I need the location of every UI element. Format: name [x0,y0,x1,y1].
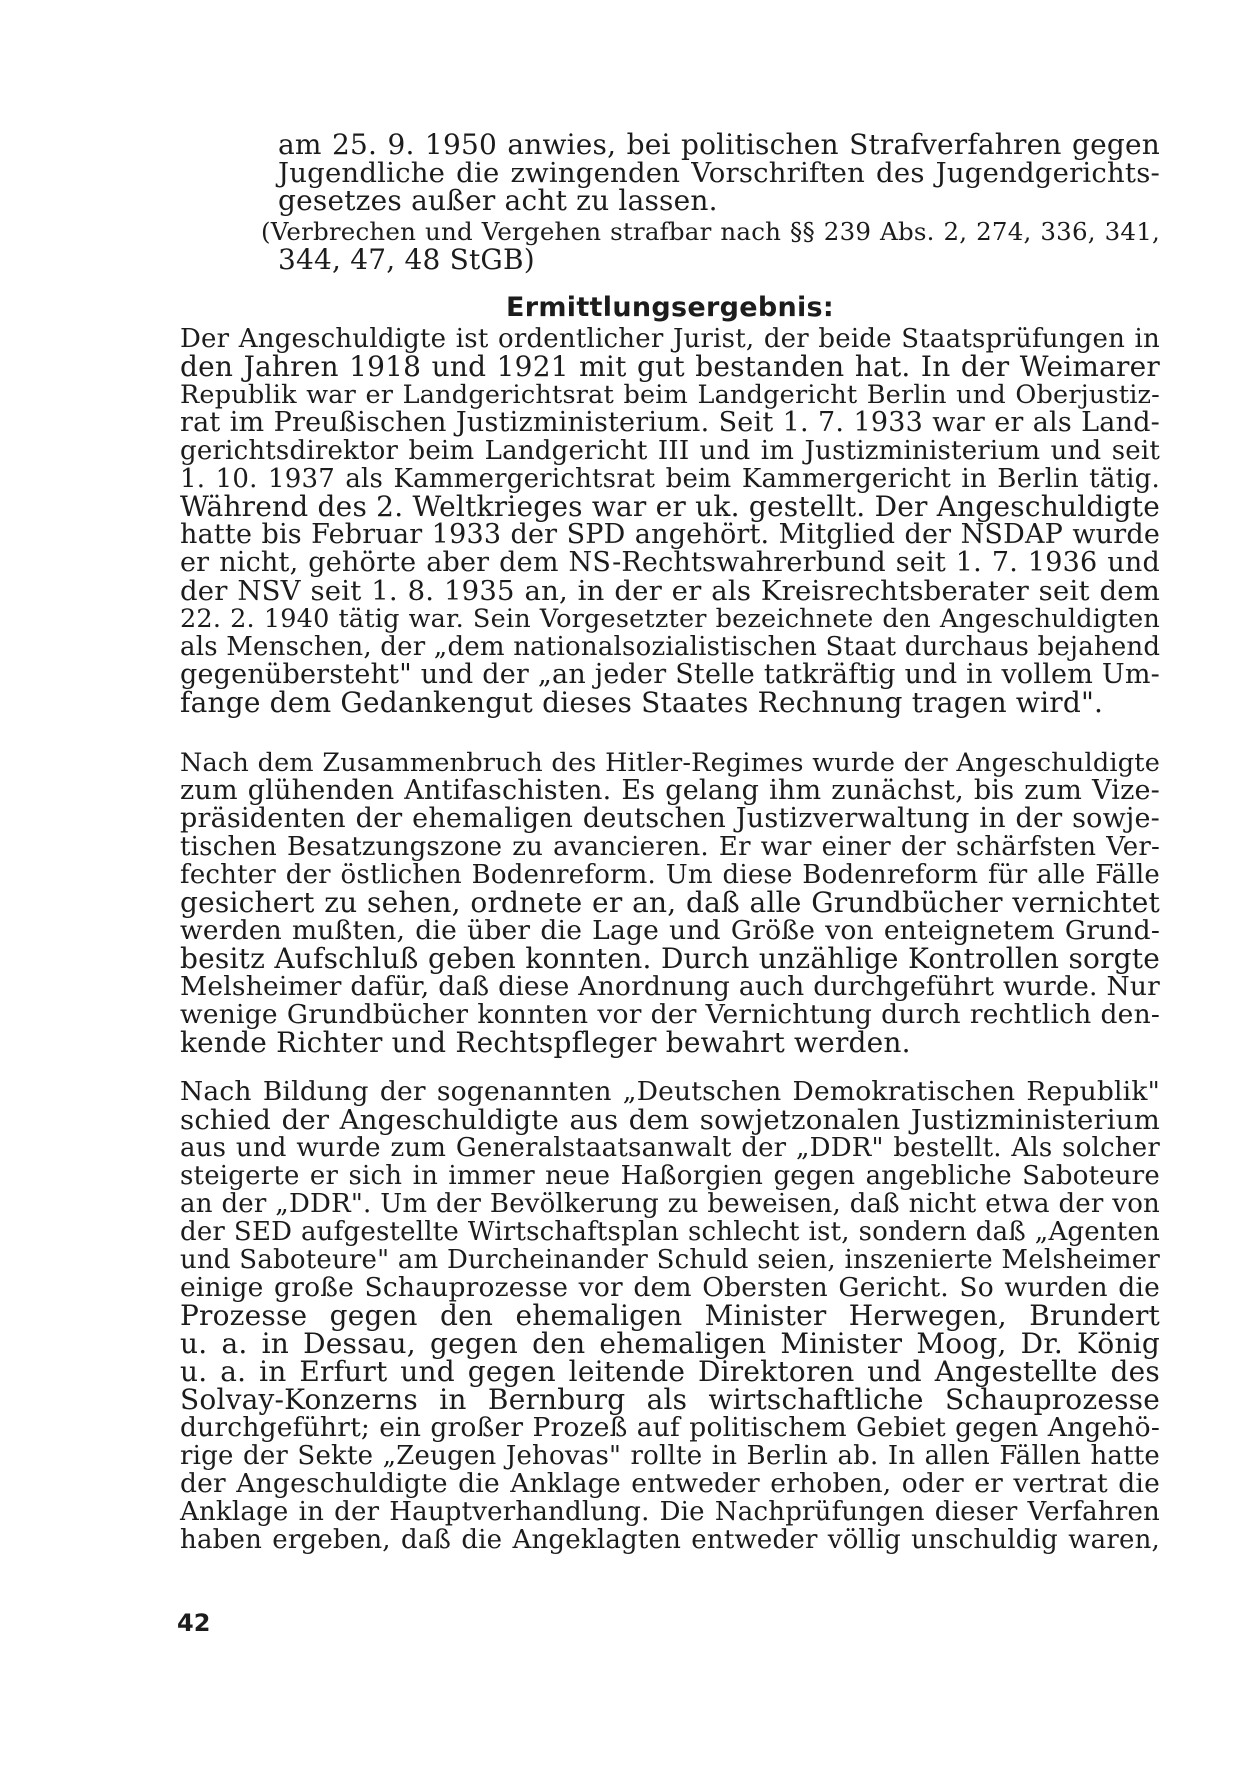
text-line: (Verbrechen und Vergehen strafbar nach §§ 239 Abs. 2, 274, 336, 341, [261,217,1160,246]
text-line: fechter der östlichen Bodenreform. Um diese Bodenreform für alle Fälle [180,860,1160,890]
text-line: tischen Besatzungszone zu avancieren. Er war einer der schärfsten Ver- [180,832,1160,862]
text-line: Nach Bildung der sogenannten „Deutschen Demokratischen Republik" [180,1076,1160,1107]
text-line: und Saboteure" am Durcheinander Schuld seien, inszenierte Melsheimer [180,1245,1160,1275]
text-line: besitz Aufschluß geben konnten. Durch unzählige Kontrollen sorgte [180,942,1160,975]
page-number: 42 [177,1609,211,1637]
text-line: er nicht, gehörte aber dem NS-Rechtswahrerbund seit 1. 7. 1936 und [180,547,1160,578]
text-line: hatte bis Februar 1933 der SPD angehört. Mitglied der NSDAP wurde [180,519,1160,550]
text-line: gegenübersteht" und der „an jeder Stelle tatkräftig und in vollem Um- [180,659,1160,690]
text-line: der Angeschuldigte die Anklage entweder erhoben, oder er vertrat die [180,1468,1160,1499]
text-line: schied der Angeschuldigte aus dem sowjetzonalen Justizministerium [180,1104,1160,1136]
text-line: als Menschen, der „dem nationalsozialistischen Staat durchaus bejahend [180,632,1161,662]
text-line: 22. 2. 1940 tätig war. Sein Vorgesetzter bezeichnete den Angeschuldigten [180,604,1160,634]
text-line: zum glühenden Antifaschisten. Es gelang ihm zunächst, bis zum Vize- [180,775,1160,806]
text-line: kende Richter und Rechtspfleger bewahrt werden. [180,1026,911,1059]
text-line: am 25. 9. 1950 anwies, bei politischen Strafverfahren gegen [278,128,1160,161]
text-line: rige der Sekte „Zeugen Jehovas" rollte in Berlin ab. In allen Fällen hatte [180,1441,1160,1471]
text-line: gesetzes außer acht zu lassen. [278,184,718,217]
text-line: Anklage in der Hauptverhandlung. Die Nachprüfungen dieser Verfahren [180,1497,1160,1527]
text-line: 344, 47, 48 StGB) [278,243,535,276]
text-line: 1. 10. 1937 als Kammergerichtsrat beim Kammergericht in Berlin tätig. [180,464,1160,494]
text-line: Nach dem Zusammenbruch des Hitler-Regimes wurde der Angeschuldigte [180,748,1160,778]
text-line: präsidenten der ehemaligen deutschen Justizverwaltung in der sowje- [180,803,1160,834]
text-line: wenige Grundbücher konnten vor der Vernichtung durch rechtlich den- [180,999,1160,1030]
text-line: Solvay-Konzerns in Bernburg als wirtschaftliche Schauprozesse [180,1383,1160,1416]
text-line: den Jahren 1918 und 1921 mit gut bestanden hat. In der Weimarer [180,350,1160,383]
text-line: aus und wurde zum Generalstaatsanwalt der „DDR" bestellt. Als solcher [180,1133,1160,1163]
text-line: gesichert zu sehen, ordnete er an, daß alle Grundbücher vernichtet [180,886,1160,919]
text-line: gerichtsdirektor beim Landgericht III und im Justizministerium und seit [180,436,1160,466]
text-line: Während des 2. Weltkrieges war er uk. gestellt. Der Angeschuldigte [180,490,1160,523]
text-line: u. a. in Erfurt und gegen leitende Direktoren und Angestellte des [180,1355,1160,1388]
text-line: haben ergeben, daß die Angeklagten entweder völlig unschuldig waren, [180,1525,1160,1555]
text-line: Jugendliche die zwingenden Vorschriften des Jugendgerichts- [278,157,1160,189]
text-line: der SED aufgestellte Wirtschaftsplan schlecht ist, sondern daß „Agenten [180,1217,1160,1247]
text-line: werden mußten, die über die Lage und Größe von enteignetem Grund- [180,915,1160,946]
text-line: Melsheimer dafür, daß diese Anordnung auch durchgeführt wurde. Nur [180,971,1160,1002]
section-heading: Ermittlungsergebnis: [506,292,834,323]
text-line: Der Angeschuldigte ist ordentlicher Jurist, der beide Staatsprüfungen in [180,324,1160,354]
text-line: durchgeführt; ein großer Prozeß auf politischem Gebiet gegen Angehö- [180,1412,1160,1443]
text-line: an der „DDR". Um der Bevölkerung zu beweisen, daß nicht etwa der von [180,1189,1160,1219]
text-line: Prozesse gegen den ehemaligen Minister Herwegen, Brundert [180,1299,1160,1332]
text-line: rat im Preußischen Justizministerium. Seit 1. 7. 1933 war er als Land- [180,407,1160,438]
text-line: u. a. in Dessau, gegen den ehemaligen Minister Moog, Dr. König [180,1327,1160,1360]
text-line: der NSV seit 1. 8. 1935 an, in der er als Kreisrechtsberater seit dem [180,575,1160,607]
text-line: fange dem Gedankengut dieses Staates Rechnung tragen wird". [180,686,1104,719]
text-line: Republik war er Landgerichtsrat beim Landgericht Berlin und Oberjustiz- [180,380,1160,410]
text-line: steigerte er sich in immer neue Haßorgien gegen angebliche Saboteure [180,1161,1160,1191]
text-line: einige große Schauprozesse vor dem Obersten Gericht. So wurden die [180,1272,1160,1303]
